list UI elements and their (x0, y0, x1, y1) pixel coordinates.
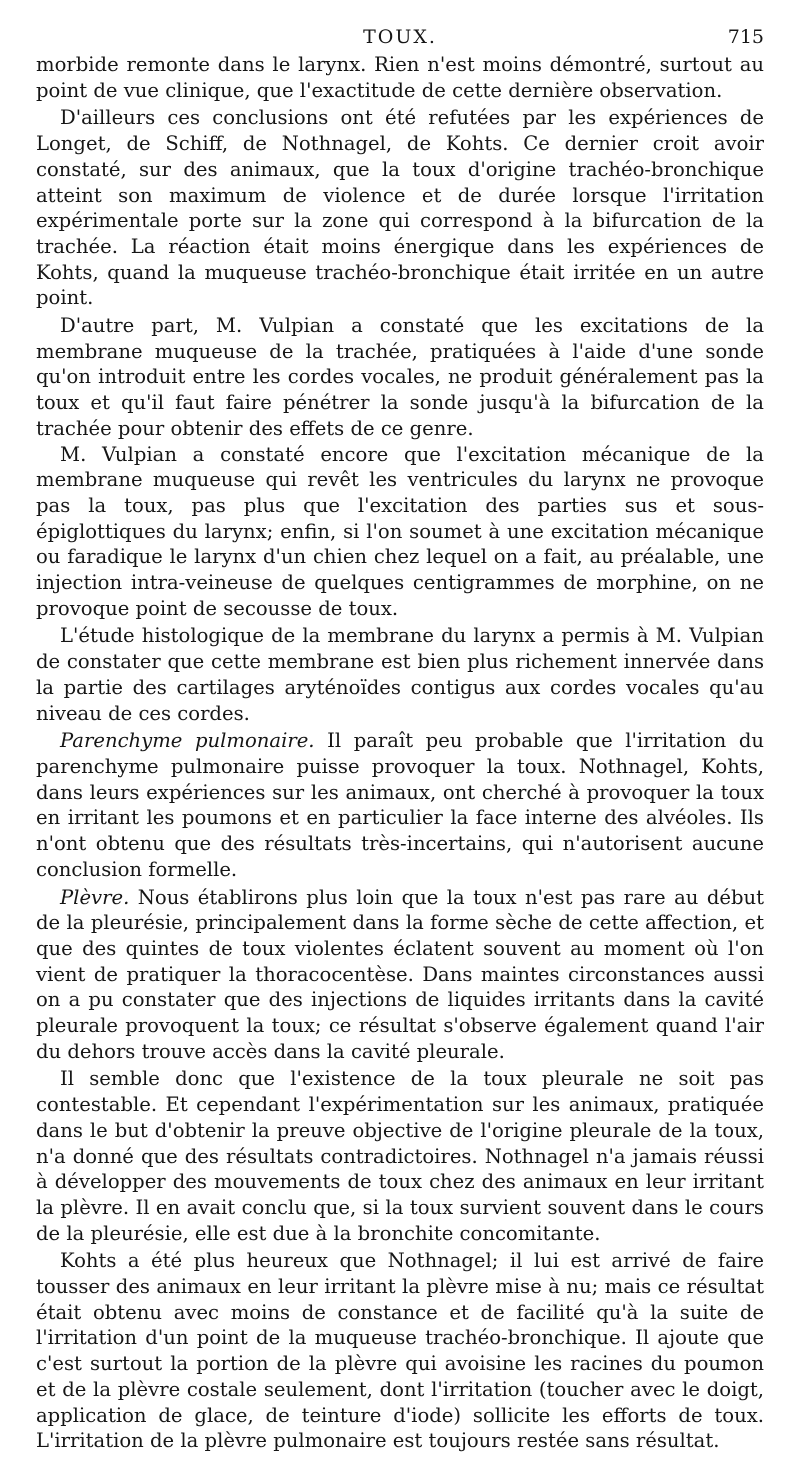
paragraph (36, 623, 764, 726)
paragraph-text: morbide remonte dans le larynx. Rien n'est moins démontré, surtout au point de vue clinique, que l'exactitude de cette dernière observation. (36, 53, 764, 102)
paragraph (36, 313, 764, 442)
paragraph (36, 1066, 764, 1246)
page-number: 715 (727, 26, 764, 48)
paragraph (36, 1248, 764, 1454)
paragraph-text: Il semble donc que l'existence de la toux pleurale ne soit pas contestable. Et cependant l'expérimentation sur les animaux, pratiquée dans le but d'obtenir la preuve objective de l'origine pleurale de la toux, n'a donné que des résultats contradictoires. Nothnagel n'a jamais réussi à développer des mouvements de toux chez des animaux en leur irritant la plèvre. Il en avait conclu que, si la toux survient souvent dans le cours de la pleurésie, elle est due à la bronchite concomitante. (36, 1067, 764, 1245)
page-header (36, 26, 764, 52)
paragraph-text: M. Vulpian a constaté encore que l'excitation mécanique de la membrane muqueuse qui revêt les ventricules du larynx ne provoque pas la toux, pas plus que l'excitation des parties sus et sous-épiglottiques du larynx; enfin, si l'on soumet à une excitation mécanique ou faradique le larynx d'un chien chez lequel on a fait, au préalable, une injection intra-veineuse de quelques centigrammes de morphine, on ne provoque point de secousse de toux. (36, 442, 764, 620)
section-lead: Parenchyme pulmonaire. (60, 729, 315, 753)
paragraph-text: Il paraît peu probable que l'irritation du parenchyme pulmonaire puisse provoquer la toux. Nothnagel, Kohts, dans leurs expériences sur les animaux, ont cherché à provoquer la toux en irritant les poumons et en particulier la face interne des alvéoles. Ils n'ont obtenu que des résultats très-incertains, qui n'autorisent aucune conclusion formelle. (36, 729, 764, 881)
running-title: TOUX. (363, 26, 437, 48)
paragraph-text: Nous établirons plus loin que la toux n'est pas rare au début de la pleurésie, principalement dans la forme sèche de cette affection, et que des quintes de toux violentes éclatent souvent au moment où l'on vient de pratiquer la thoracocentèse. Dans maintes circonstances aussi on a pu constater que des injections de liquides irritants dans la cavité pleurale provoquent la toux; ce résultat s'observe également quand l'air du dehors trouve accès dans la cavité pleurale. (36, 885, 764, 1063)
body-text (36, 52, 764, 1454)
paragraph-text: L'étude histologique de la membrane du larynx a permis à M. Vulpian de constater que cette membrane est bien plus richement innervée dans la partie des cartilages aryténoïdes contigus aux cordes vocales qu'au niveau de ces cordes. (36, 624, 764, 725)
paragraph-text: D'ailleurs ces conclusions ont été refutées par les expériences de Longet, de Schiff, de Nothnagel, de Kohts. Ce dernier croit avoir constaté, sur des animaux, que la toux d'origine trachéo-bronchique atteint son maximum de violence et de durée lorsque l'irritation expérimentale porte sur la zone qui correspond à la bifurcation de la trachée. La réaction était moins énergique dans les expériences de Kohts, quand la muqueuse trachéo-bronchique était irritée en un autre point. (36, 106, 764, 310)
paragraph (36, 885, 764, 1065)
paragraph (36, 105, 764, 311)
paragraph (36, 728, 764, 882)
paragraph-text: D'autre part, M. Vulpian a constaté que les excitations de la membrane muqueuse de la trachée, pratiquées à l'aide d'une sonde qu'on introduit entre les cordes vocales, ne produit généralement pas la toux et qu'il faut faire pénétrer la sonde jusqu'à la bifurcation de la trachée pour obtenir des effets de ce genre. (36, 314, 764, 440)
paragraph (36, 442, 764, 622)
paragraph (36, 52, 764, 103)
document-page (36, 26, 764, 1454)
paragraph-text: Kohts a été plus heureux que Nothnagel; il lui est arrivé de faire tousser des animaux en leur irritant la plèvre mise à nu; mais ce résultat était obtenu avec moins de constance et de facilité qu'à la suite de l'irritation d'un point de la muqueuse trachéo-bronchique. Il ajoute que c'est surtout la portion de la plèvre qui avoisine les racines du poumon et de la plèvre costale seulement, dont l'irritation (toucher avec le doigt, application de glace, de teinture d'iode) sollicite les efforts de toux. L'irritation de la plèvre pulmonaire est toujours restée sans résultat. (36, 1249, 764, 1453)
section-lead: Plèvre. (60, 885, 130, 909)
